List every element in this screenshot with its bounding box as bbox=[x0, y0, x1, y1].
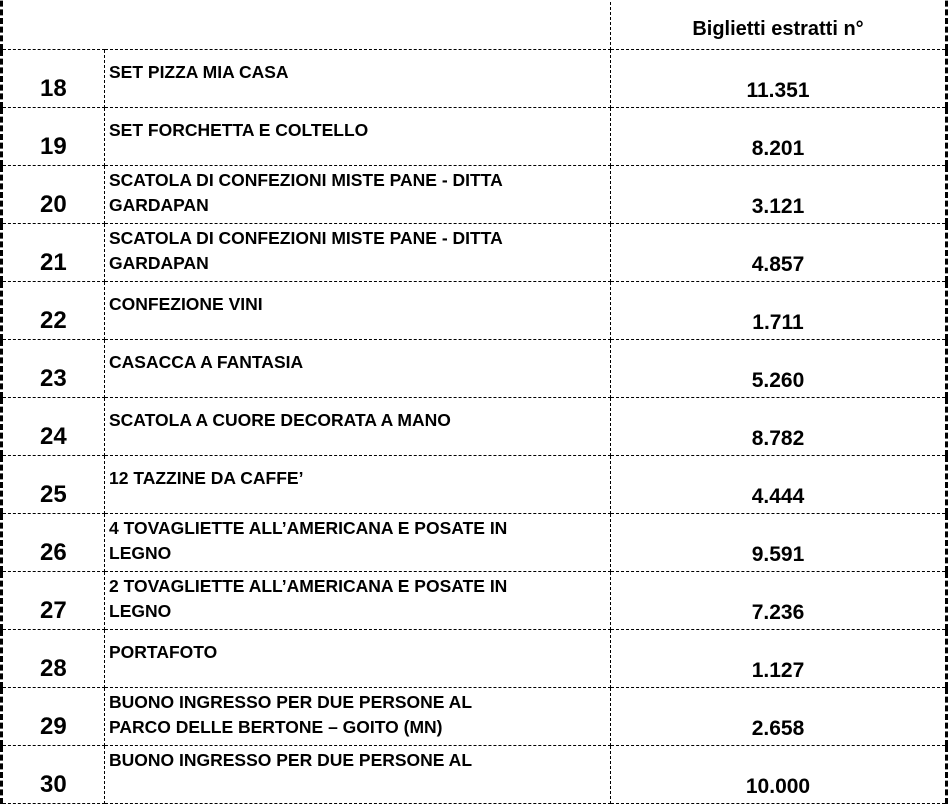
prize-number-cell bbox=[2, 50, 105, 108]
prize-description-cell bbox=[105, 572, 611, 630]
prize-description: BUONO INGRESSO PER DUE PERSONE AL PARCO DELLE BERTONE – GOITO (MN) bbox=[109, 692, 473, 737]
tickets-drawn-cell bbox=[611, 340, 947, 398]
header-tickets-label: Biglietti estratti n° bbox=[611, 0, 947, 50]
tickets-drawn-cell bbox=[611, 398, 947, 456]
prize-description-cell bbox=[105, 630, 611, 688]
tickets-drawn-number: 1.711 bbox=[752, 311, 804, 334]
prize-number: 22 bbox=[40, 307, 67, 334]
table-row bbox=[2, 282, 947, 340]
tickets-drawn-number: 4.444 bbox=[751, 485, 805, 508]
prize-description-cell bbox=[105, 514, 611, 572]
prize-number-cell bbox=[2, 340, 105, 398]
tickets-drawn-number: 8.782 bbox=[751, 427, 805, 450]
prize-description: SCATOLA DI CONFEZIONI MISTE PANE - DITTA GARDAPAN bbox=[109, 170, 503, 215]
prize-description-cell bbox=[105, 340, 611, 398]
tickets-drawn-cell bbox=[611, 108, 947, 166]
prize-description: BUONO INGRESSO PER DUE PERSONE AL bbox=[109, 750, 473, 770]
tickets-drawn-cell bbox=[611, 688, 947, 746]
prize-description: 2 TOVAGLIETTE ALL’AMERICANA E POSATE IN LEGNO bbox=[109, 576, 508, 621]
prize-number: 29 bbox=[40, 713, 67, 740]
tickets-drawn-cell bbox=[611, 166, 947, 224]
prize-description: SCATOLA DI CONFEZIONI MISTE PANE - DITTA GARDAPAN bbox=[109, 228, 503, 273]
tickets-drawn-number: 5.260 bbox=[751, 369, 805, 392]
prize-number-cell bbox=[2, 456, 105, 514]
prize-description-cell bbox=[105, 746, 611, 804]
table-row bbox=[2, 50, 947, 108]
prize-number-cell bbox=[2, 514, 105, 572]
prize-description-cell bbox=[105, 282, 611, 340]
header-description-cell bbox=[105, 0, 611, 50]
table-row bbox=[2, 224, 947, 282]
prize-number-cell bbox=[2, 688, 105, 746]
tickets-drawn-cell bbox=[611, 630, 947, 688]
header-number-cell bbox=[2, 0, 105, 50]
prize-table-body bbox=[2, 0, 947, 804]
prize-number: 30 bbox=[40, 771, 67, 798]
tickets-drawn-cell bbox=[611, 572, 947, 630]
prize-description: SCATOLA A CUORE DECORATA A MANO bbox=[109, 410, 451, 430]
table-row bbox=[2, 630, 947, 688]
prize-description-cell bbox=[105, 166, 611, 224]
table-row bbox=[2, 166, 947, 224]
tickets-drawn-number: 3.121 bbox=[751, 195, 805, 218]
prize-description: CONFEZIONE VINI bbox=[109, 294, 263, 314]
tickets-drawn-number: 7.236 bbox=[751, 601, 805, 624]
prize-description: CASACCA A FANTASIA bbox=[109, 352, 304, 372]
prize-description-cell bbox=[105, 108, 611, 166]
prize-number-cell bbox=[2, 166, 105, 224]
table-row bbox=[2, 398, 947, 456]
table-row bbox=[2, 572, 947, 630]
table-header-row bbox=[2, 0, 947, 50]
tickets-drawn-number: 9.591 bbox=[751, 543, 805, 566]
tickets-drawn-number: 1.127 bbox=[751, 659, 805, 682]
prize-description-cell bbox=[105, 688, 611, 746]
prize-number: 28 bbox=[40, 655, 67, 682]
prize-number-cell bbox=[2, 282, 105, 340]
prize-number-cell bbox=[2, 572, 105, 630]
prize-description-cell bbox=[105, 224, 611, 282]
prize-description-cell bbox=[105, 398, 611, 456]
prize-number: 27 bbox=[40, 597, 67, 624]
prize-number: 20 bbox=[40, 191, 67, 218]
prize-description: PORTAFOTO bbox=[109, 642, 218, 662]
prize-description: SET FORCHETTA E COLTELLO bbox=[109, 120, 369, 140]
prize-number: 19 bbox=[40, 133, 67, 160]
table-row bbox=[2, 456, 947, 514]
prize-number: 25 bbox=[40, 481, 67, 508]
table-row bbox=[2, 746, 947, 804]
table-row bbox=[2, 108, 947, 166]
tickets-drawn-number: 2.658 bbox=[751, 717, 805, 740]
table-row bbox=[2, 340, 947, 398]
tickets-drawn-cell bbox=[611, 282, 947, 340]
prize-number: 26 bbox=[40, 539, 67, 566]
prize-description: 4 TOVAGLIETTE ALL’AMERICANA E POSATE IN LEGNO bbox=[109, 518, 508, 563]
prize-number-cell bbox=[2, 630, 105, 688]
tickets-drawn-number: 4.857 bbox=[751, 253, 805, 276]
tickets-drawn-cell bbox=[611, 224, 947, 282]
prize-number-cell bbox=[2, 398, 105, 456]
prize-number: 18 bbox=[40, 75, 67, 102]
prize-number: 24 bbox=[40, 423, 67, 450]
prize-number-cell bbox=[2, 746, 105, 804]
prize-description-cell bbox=[105, 50, 611, 108]
table-row bbox=[2, 688, 947, 746]
tickets-drawn-cell bbox=[611, 456, 947, 514]
tickets-drawn-cell bbox=[611, 514, 947, 572]
prize-description: SET PIZZA MIA CASA bbox=[109, 62, 289, 82]
prize-number-cell bbox=[2, 108, 105, 166]
prize-description-cell bbox=[105, 456, 611, 514]
prize-number: 21 bbox=[40, 249, 67, 276]
tickets-drawn-number: 10.000 bbox=[745, 775, 811, 798]
tickets-drawn-cell bbox=[611, 746, 947, 804]
tickets-drawn-number: 8.201 bbox=[751, 137, 805, 160]
prize-number-cell bbox=[2, 224, 105, 282]
prize-number: 23 bbox=[40, 365, 67, 392]
tickets-drawn-number: 11.351 bbox=[746, 79, 810, 102]
tickets-drawn-cell bbox=[611, 50, 947, 108]
table-row bbox=[2, 514, 947, 572]
prize-description: 12 TAZZINE DA CAFFE’ bbox=[109, 468, 304, 488]
